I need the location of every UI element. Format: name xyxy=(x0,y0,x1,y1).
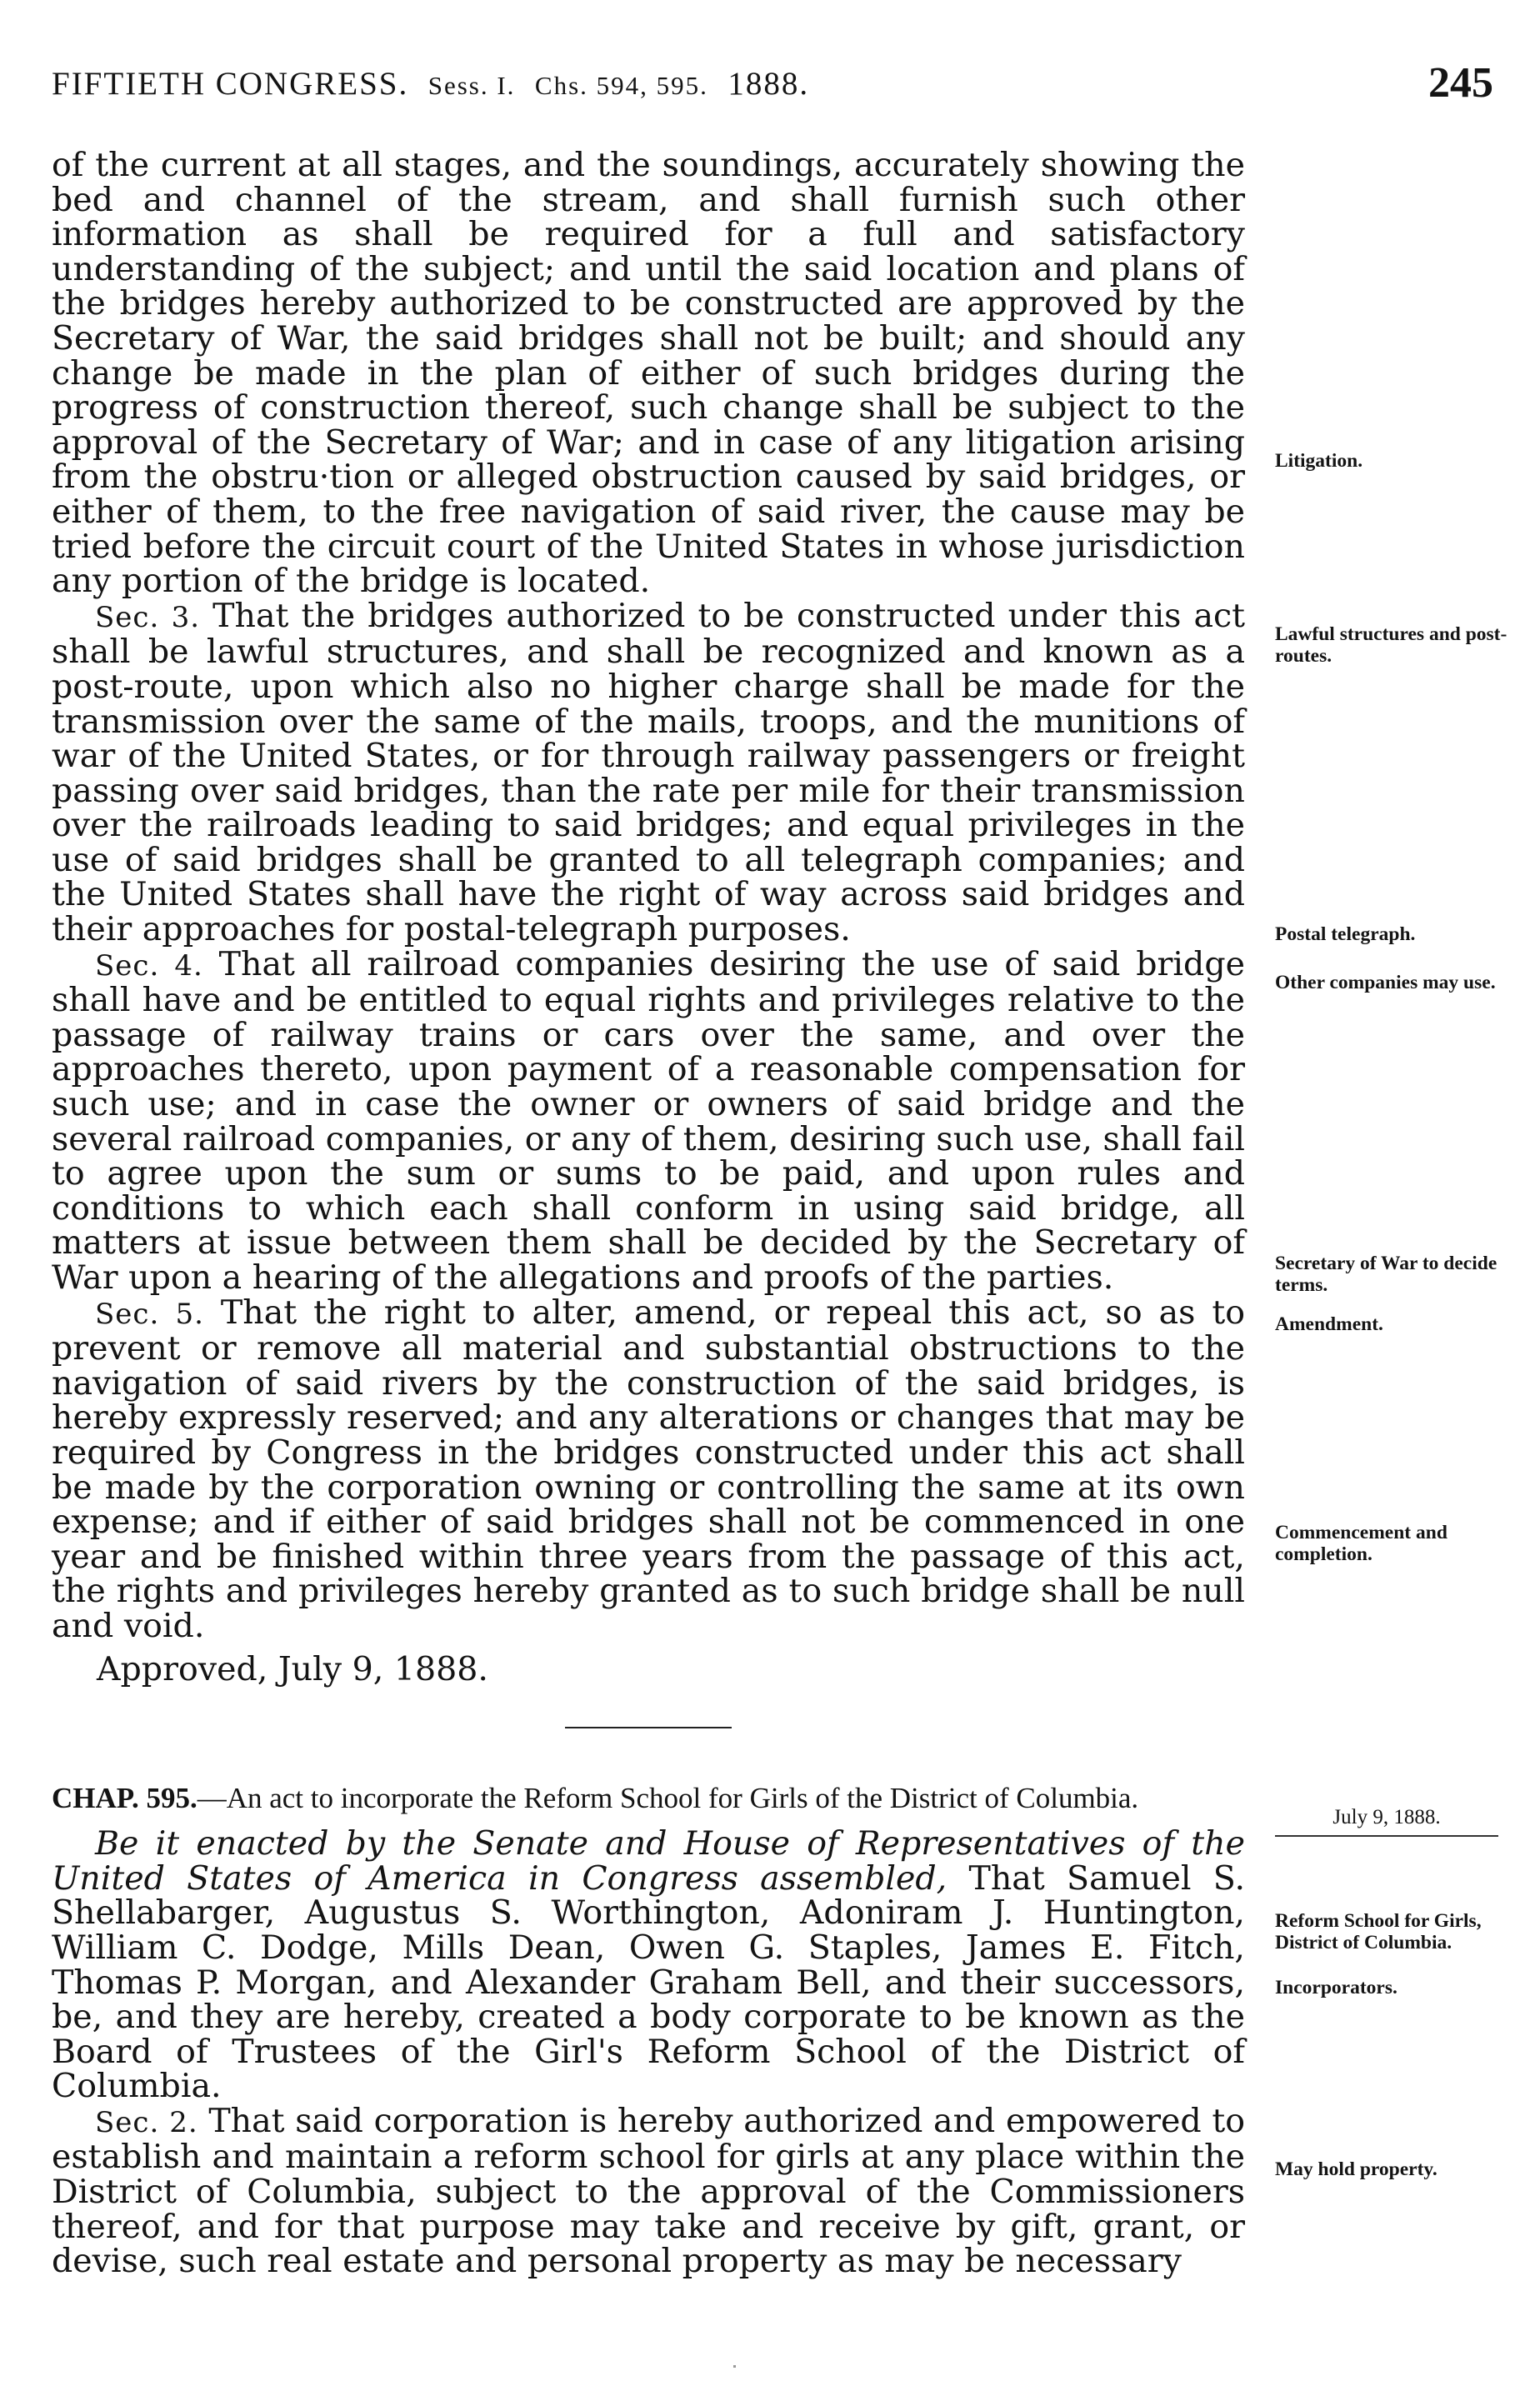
header-title xyxy=(52,65,809,103)
section-3-text: That the bridges authorized to be constructed under this act shall be lawful structures, and shall be recognized and known as a post-route, upon which also no higher charge shall be made for the transmission over the same of the mails, troops, and the munitions of war of the United States, or for through railway passengers or freight passing over said bridges, than the rate per mile for their transmission over the railroads leading to said bridges; and equal privileges in the use of said bridges shall be granted to all telegraph companies; and the United States shall have the right of way across said bridges and their approaches for postal-telegraph purposes. xyxy=(52,596,1245,949)
approved-line: Approved, July 9, 1888. xyxy=(97,1649,488,1688)
section-4 xyxy=(52,944,1245,1297)
chapter-divider xyxy=(565,1727,732,1728)
section-5-label: Sec. 5. xyxy=(95,1297,204,1331)
enacting-formula: Be it enacted by the Senate and House of Representatives of the United States of America in Congress assembled, xyxy=(52,1824,1245,1898)
section-4-label: Sec. 4. xyxy=(95,948,203,983)
margin-note-reform-school: Reform School for Girls, District of Columbia. xyxy=(1275,1910,1482,1953)
para-continuation: of the current at all stages, and the soundings, accurately showing the bed and channel of the stream, and shall furnish such other information as shall be required for a full and satisfactory understanding of the subject; and until the said location and plans of the bridges hereby authorized to be constructed are approved by the Secretary of War, the said bridges shall not be built; and should any change be made in the plan of either of such bridges during the progress of construction thereof, such change shall be subject to the approval of the Secretary of War; and in case of any litigation arising from the obstru·tion or alleged obstruction caused by said bridges, or either of them, to the free navigation of said river, the cause may be tried before the circuit court of the United States in whose jurisdiction any portion of the bridge is located. xyxy=(52,146,1245,601)
main-text xyxy=(52,148,1245,2279)
margin-note-secretary-of-war: Secretary of War to decide terms. xyxy=(1275,1253,1498,1296)
section-3-label: Sec. 3. xyxy=(95,600,201,634)
section-4-text: That all railroad companies desiring the use of said bridge shall have and be entitled to equal rights and privileges relative to the passage of railway trains or cars over the same, and over the approaches thereto, upon payment of a reasonable compensation for such use; and in case the owner or owners of said bridge and the several railroad companies, or any of them, desiring such use, shall fail to agree upon the sum or sums to be paid, and upon rules and conditions to which each shall conform in using said bridge, all matters at issue between them shall be decided by the Secretary of War upon a hearing of the allegations and proofs of the parties. xyxy=(52,944,1245,1297)
running-header xyxy=(52,58,1493,120)
section-5-text: That the right to alter, amend, or repeal this act, so as to prevent or remove all material and substantial obstructions to the navigation of said rivers by the construction of the said bridges, is hereby expressly reserved; and any alterations or changes that may be required by Congress in the bridges constructed under this act shall be made by the corporation owning or controlling the same at its own expense; and if either of said bridges shall not be commenced in one year and be finished within three years from the passage of this act, the rights and privileges hereby granted as to such bridge shall be null and void. xyxy=(52,1293,1246,1645)
margin-note-incorporators: Incorporators. xyxy=(1275,1977,1398,1998)
section-3 xyxy=(52,596,1245,949)
margin-note-commencement: Commencement and completion. xyxy=(1275,1522,1448,1565)
section-2 xyxy=(52,2101,1245,2281)
header-year: 1888. xyxy=(728,66,810,102)
enacting-clause xyxy=(52,1824,1246,2106)
margin-note-other-companies: Other companies may use. xyxy=(1275,972,1496,993)
page-number: 245 xyxy=(1428,59,1493,107)
margin-note-lawful-structures: Lawful structures and post-routes. xyxy=(1275,623,1508,667)
margin-note-date: July 9, 1888. xyxy=(1275,1807,1498,1837)
print-speck xyxy=(733,2365,736,2368)
header-chapters: Chs. 594, 595. xyxy=(534,71,708,100)
header-congress: FIFTIETH CONGRESS. xyxy=(52,66,409,102)
chapter-title: —An act to incorporate the Reform School for Girls of the District of Columbia. xyxy=(197,1782,1139,1815)
enacting-text: That Samuel S. Shellabarger, Augustus S. Worthington, Adoniram J. Huntington, William C. Dodge, Mills Dean, Owen G. Staples, James E. Fitch, Thomas P. Morgan, and Alexander Graham Bell, and their successors, be, and they are hereby, created a body corporate to be known as the Board of Trustees of the Girl's Reform School of the District of Columbia. xyxy=(52,1858,1246,2106)
chapter-label: CHAP. 595. xyxy=(52,1782,198,1815)
section-5 xyxy=(52,1293,1246,1645)
chapter-heading xyxy=(52,1780,1245,1817)
margin-note-postal-telegraph: Postal telegraph. xyxy=(1275,923,1416,945)
header-session: Sess. I. xyxy=(428,71,516,100)
margin-note-litigation: Litigation. xyxy=(1275,450,1363,472)
section-2-text: That said corporation is hereby authorized and empowered to establish and maintain a reform school for girls at any place within the District of Columbia, subject to the approval of the Commissioners thereof, and for that purpose may take and receive by gift, grant, or devise, such real estate and personal property as may be necessary xyxy=(52,2101,1245,2281)
margin-note-may-hold-property: May hold property. xyxy=(1275,2158,1438,2180)
margin-note-amendment: Amendment. xyxy=(1275,1313,1383,1335)
section-2-label: Sec. 2. xyxy=(95,2105,198,2139)
